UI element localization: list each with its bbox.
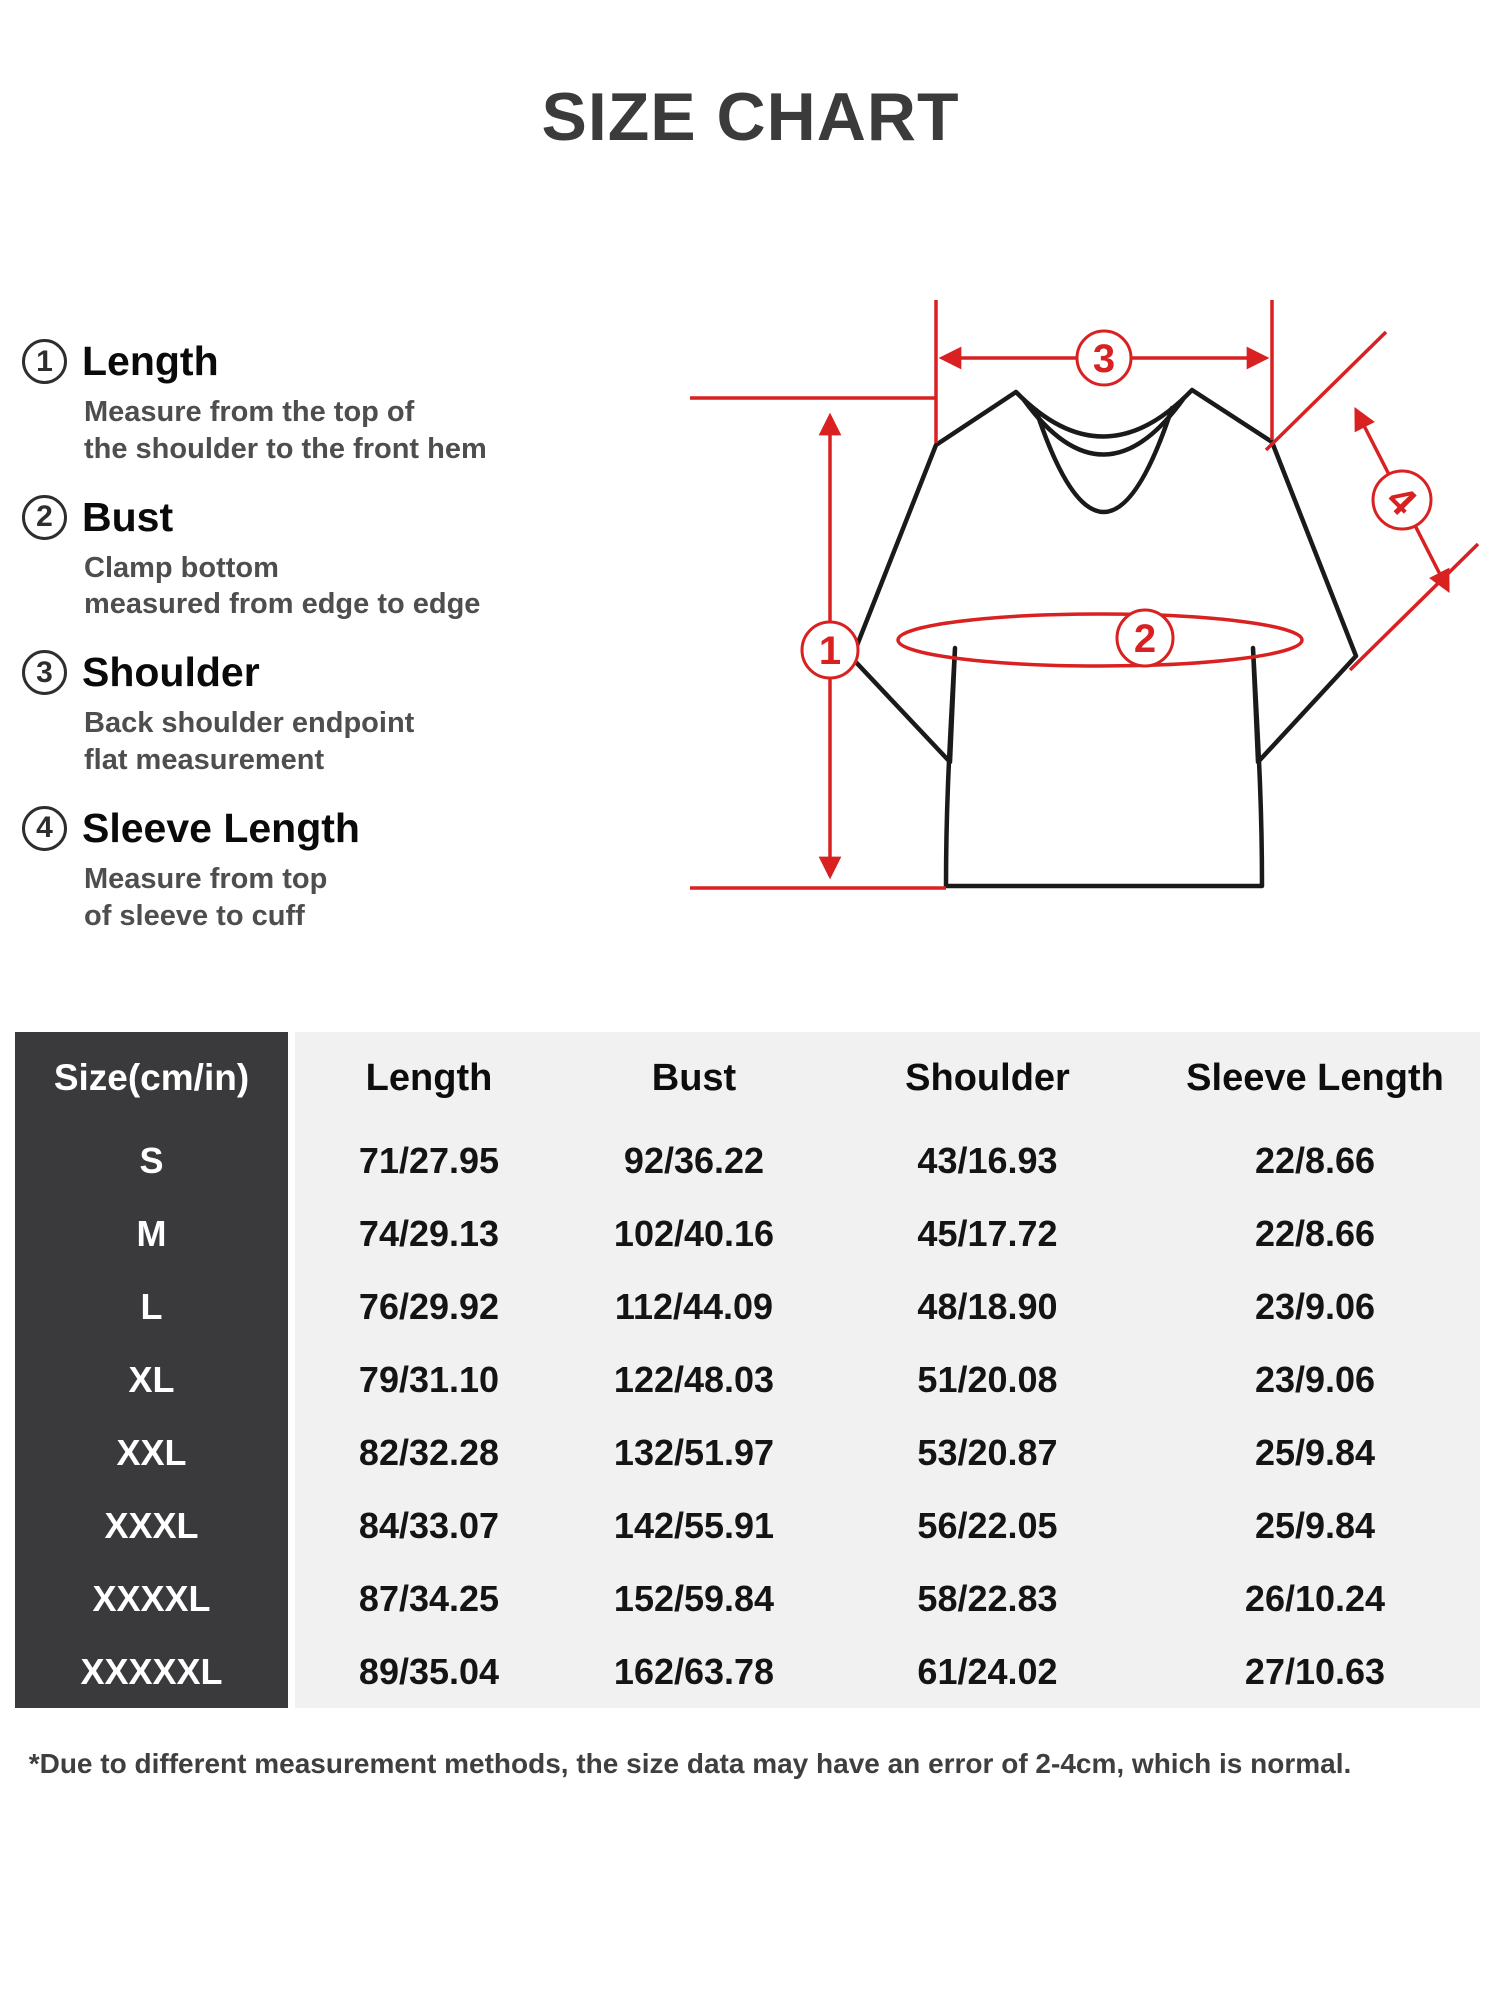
- circled-number-2-icon: 2: [22, 495, 67, 540]
- size-cell: XL: [15, 1343, 295, 1416]
- guide-item-label: Bust: [82, 493, 174, 540]
- table-cell: 56/22.05: [825, 1489, 1150, 1562]
- table-cell: 162/63.78: [563, 1635, 825, 1708]
- guide-item-length: [22, 338, 522, 468]
- table-cell: 25/9.84: [1150, 1416, 1480, 1489]
- guide-item-description: [84, 861, 522, 935]
- table-cell: 23/9.06: [1150, 1270, 1480, 1343]
- size-cell: XXXXL: [15, 1562, 295, 1635]
- table-cell: 76/29.92: [295, 1270, 563, 1343]
- table-cell: 25/9.84: [1150, 1489, 1480, 1562]
- guide-item-sleeve-length: [22, 805, 522, 935]
- guide-item-description: [84, 550, 522, 624]
- size-cell: XXL: [15, 1416, 295, 1489]
- size-cell: XXXXXL: [15, 1635, 295, 1708]
- table-cell: 92/36.22: [563, 1124, 825, 1197]
- size-cell: M: [15, 1197, 295, 1270]
- table-header-size: Size(cm/in): [15, 1032, 295, 1124]
- guide-item-label: Shoulder: [82, 649, 260, 696]
- guide-item-shoulder: [22, 649, 522, 779]
- table-cell: 26/10.24: [1150, 1562, 1480, 1635]
- table-cell: 53/20.87: [825, 1416, 1150, 1489]
- table-cell: 61/24.02: [825, 1635, 1150, 1708]
- table-header-sleeve-length: Sleeve Length: [1150, 1032, 1480, 1124]
- description-line: Clamp bottom: [84, 551, 279, 584]
- circled-number-3-icon: 3: [22, 650, 67, 695]
- size-cell: XXXL: [15, 1489, 295, 1562]
- size-cell: L: [15, 1270, 295, 1343]
- table-cell: 23/9.06: [1150, 1343, 1480, 1416]
- tshirt-measurement-diagram: [500, 220, 1500, 1000]
- sleeve-tick-bottom: [1350, 544, 1478, 670]
- guide-item-label: Sleeve Length: [82, 804, 360, 851]
- guide-item-label: Length: [82, 338, 219, 384]
- guide-item-bust: [22, 494, 522, 624]
- table-header-shoulder: Shoulder: [825, 1032, 1150, 1124]
- table-cell: 58/22.83: [825, 1562, 1150, 1635]
- circled-number-1-icon: 1: [22, 339, 67, 384]
- table-cell: 132/51.97: [563, 1416, 825, 1489]
- guide-item-description: [84, 705, 522, 779]
- page-title: SIZE CHART: [541, 79, 960, 155]
- description-line: of sleeve to cuff: [84, 899, 305, 932]
- guide-item-heading: [22, 805, 522, 852]
- guide-item-description: [84, 394, 522, 468]
- table-cell: 51/20.08: [825, 1343, 1150, 1416]
- table-cell: 89/35.04: [295, 1635, 563, 1708]
- description-line: Measure from the top of: [84, 396, 415, 428]
- diagram-label-bust: 2: [1133, 617, 1157, 661]
- table-cell: 84/33.07: [295, 1489, 563, 1562]
- guide-item-heading: [22, 649, 522, 696]
- measurement-disclaimer: *Due to different measurement methods, the size data may have an error of 2-4cm, which is normal.: [28, 1748, 1352, 1779]
- guide-item-heading: [22, 494, 522, 541]
- table-cell: 74/29.13: [295, 1197, 563, 1270]
- diagram-label-length: 1: [818, 629, 842, 673]
- table-cell: 27/10.63: [1150, 1635, 1480, 1708]
- table-cell: 48/18.90: [825, 1270, 1150, 1343]
- size-table: [15, 1032, 1480, 1708]
- table-header-bust: Bust: [563, 1032, 825, 1124]
- description-line: flat measurement: [84, 744, 325, 777]
- table-cell: 82/32.28: [295, 1416, 563, 1489]
- circled-number-4-icon: 4: [22, 806, 67, 851]
- table-cell: 122/48.03: [563, 1343, 825, 1416]
- table-cell: 112/44.09: [563, 1270, 825, 1343]
- table-cell: 22/8.66: [1150, 1124, 1480, 1197]
- description-line: measured from edge to edge: [84, 588, 481, 621]
- description-line: Back shoulder endpoint: [84, 707, 415, 740]
- description-line: Measure from top: [84, 862, 328, 895]
- guide-item-heading: [22, 338, 522, 385]
- tshirt-outline: [852, 390, 1356, 886]
- diagram-label-shoulder: 3: [1092, 337, 1116, 381]
- table-cell: 142/55.91: [563, 1489, 825, 1562]
- table-cell: 79/31.10: [295, 1343, 563, 1416]
- table-cell: 43/16.93: [825, 1124, 1150, 1197]
- diagram-label-sleeve: 4: [1377, 477, 1425, 525]
- size-cell: S: [15, 1124, 295, 1197]
- description-line: the shoulder to the front hem: [84, 432, 487, 465]
- table-cell: 71/27.95: [295, 1124, 563, 1197]
- table-cell: 22/8.66: [1150, 1197, 1480, 1270]
- table-cell: 45/17.72: [825, 1197, 1150, 1270]
- measurement-guide: [22, 338, 522, 961]
- table-cell: 87/34.25: [295, 1562, 563, 1635]
- table-cell: 152/59.84: [563, 1562, 825, 1635]
- table-header-length: Length: [295, 1032, 563, 1124]
- table-cell: 102/40.16: [563, 1197, 825, 1270]
